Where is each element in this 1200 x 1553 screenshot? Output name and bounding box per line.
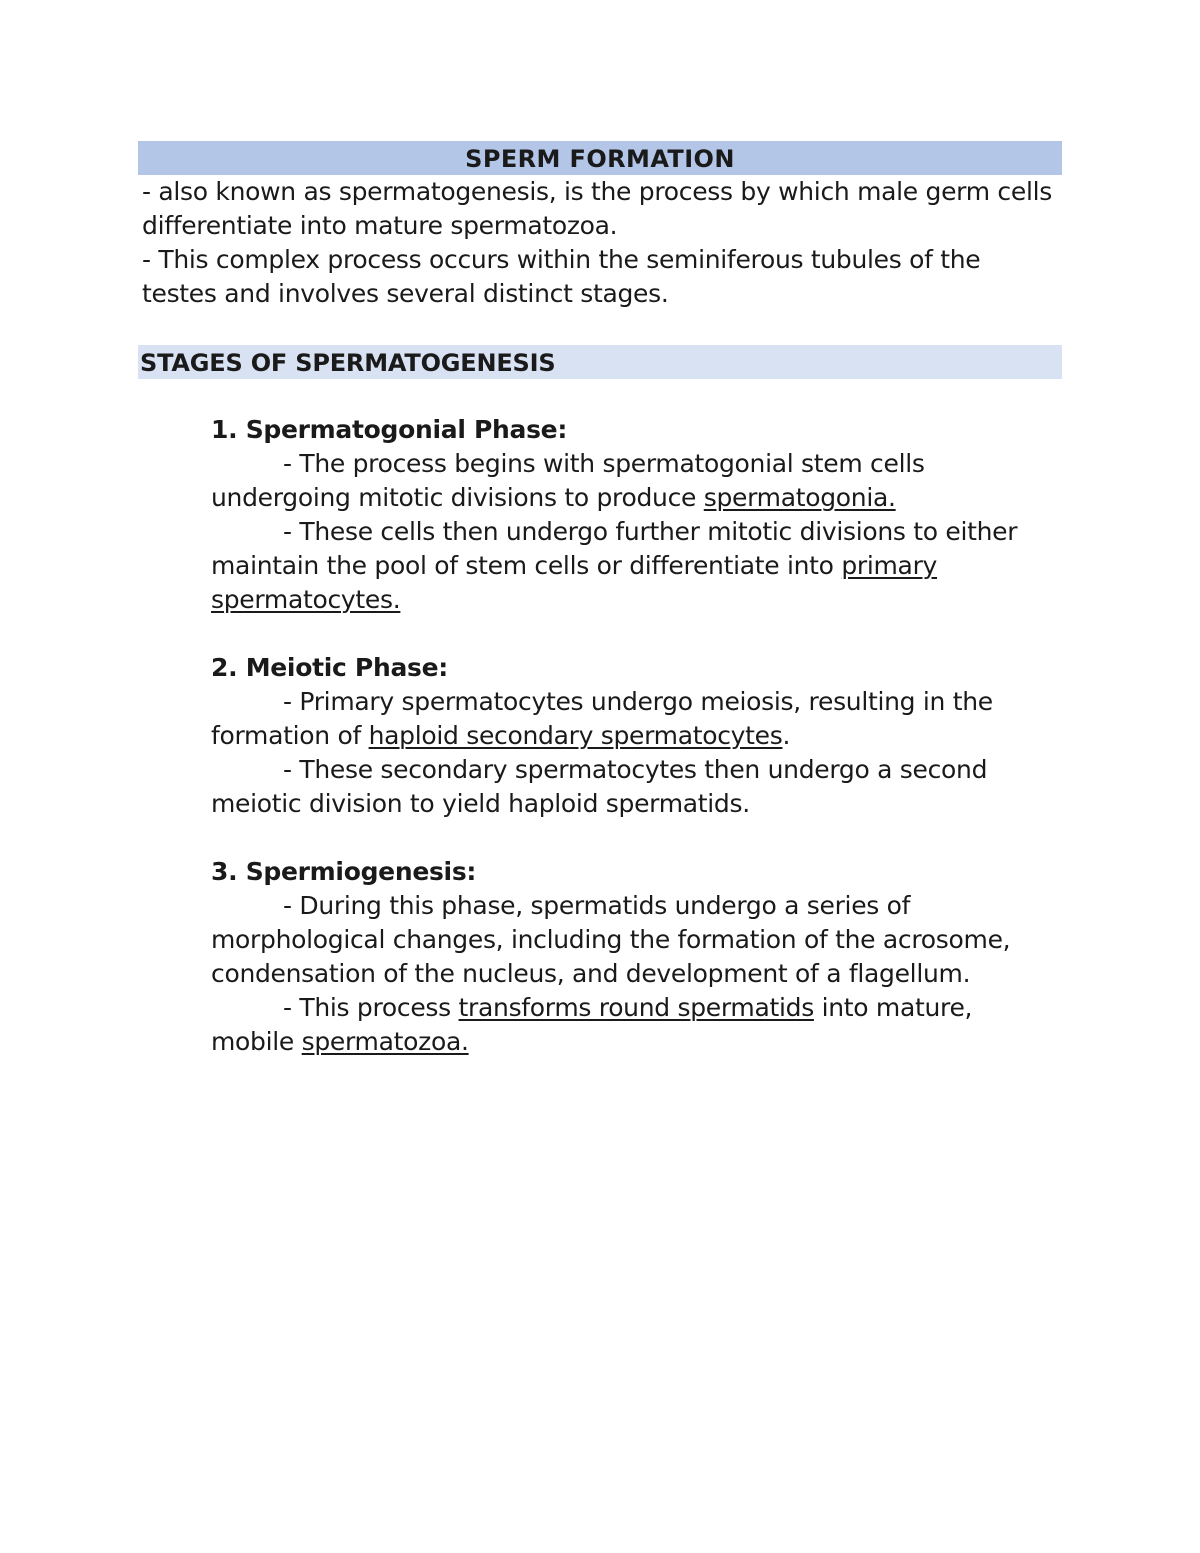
stage-1 <box>211 413 1062 617</box>
underlined-term: primary spermatocytes. <box>211 551 938 614</box>
point-text-after: into mature, mobile <box>211 993 973 1056</box>
stage-point <box>211 889 1062 991</box>
stage-point <box>211 991 1062 1059</box>
underlined-term: transforms round spermatids <box>458 993 814 1022</box>
intro-paragraph-2: - This complex process occurs within the seminiferous tubules of the testes and involves several distinct stages. <box>142 245 981 308</box>
point-text: - The process begins with spermatogonial stem cells undergoing mitotic divisions to produce <box>211 449 925 512</box>
point-text-after: . <box>782 721 791 750</box>
point-text: - During this phase, spermatids undergo a series of morphological changes, including the formation of the acrosome, condensation of the nucleus, and development of a flagellum. <box>211 891 1011 988</box>
point-text: - Primary spermatocytes undergo meiosis, resulting in the formation of <box>211 687 993 750</box>
stage-heading: 1. Spermatogonial Phase: <box>211 415 568 444</box>
stage-point <box>211 685 1062 753</box>
stage-2 <box>211 651 1062 821</box>
document-title: SPERM FORMATION <box>138 141 1062 175</box>
stage-3 <box>211 855 1062 1059</box>
stage-point <box>211 515 1062 617</box>
point-text: - These cells then undergo further mitotic divisions to either maintain the pool of stem cells or differentiate into <box>211 517 1018 580</box>
underlined-term: haploid secondary spermatocytes <box>368 721 783 750</box>
point-text: - These secondary spermatocytes then undergo a second meiotic division to yield haploid spermatids. <box>211 755 988 818</box>
stage-heading: 2. Meiotic Phase: <box>211 653 448 682</box>
stage-heading: 3. Spermiogenesis: <box>211 857 477 886</box>
intro-paragraph-1: - also known as spermatogenesis, is the process by which male germ cells differentiate into mature spermatozoa. <box>142 177 1052 240</box>
document-page <box>138 141 1062 1093</box>
stages-list <box>138 413 1062 1059</box>
stage-point <box>211 447 1062 515</box>
section-heading: STAGES OF SPERMATOGENESIS <box>138 345 1062 379</box>
intro-block <box>138 175 1062 311</box>
underlined-term: spermatogonia. <box>703 483 896 512</box>
stage-point <box>211 753 1062 821</box>
point-text: - This process <box>283 993 459 1022</box>
underlined-term-2: spermatozoa. <box>301 1027 469 1056</box>
